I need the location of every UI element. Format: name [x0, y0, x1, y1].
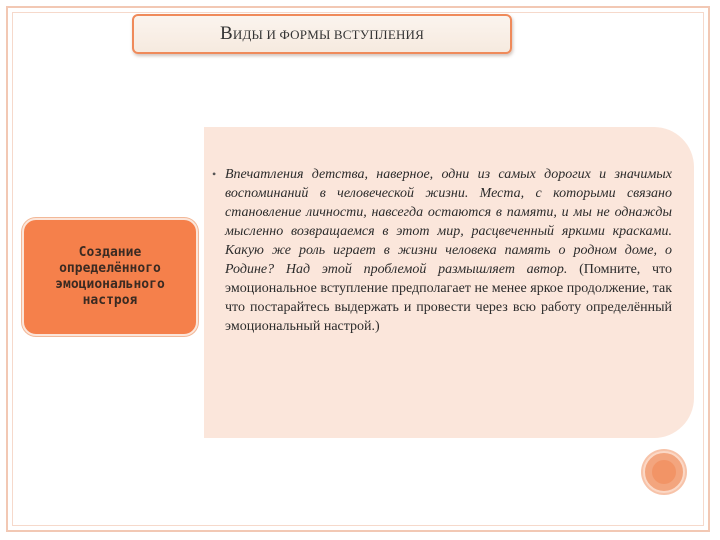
bullet-marker: • — [212, 167, 217, 181]
body-italic-text: Впечатления детства, наверное, одни из самых дорогих и значимых воспоминаний в человеческой жизни. Места, с которыми связано становление личности, навсегда остаются в памяти, и мы не однажды мысленно возвращаемся в этот мир, расцвеченный яркими красками. Какую же роль играет в жизни человека память о родном доме, о Родине? Над этой проблемой размышляет автор. — [225, 167, 672, 277]
side-card-label: Создание определённого эмоционального настроя — [55, 245, 165, 308]
body-paragraph — [214, 165, 672, 336]
decorative-circle — [643, 451, 685, 493]
slide-title — [220, 23, 424, 45]
slide-title-initial: В — [219, 23, 233, 44]
body-text-content — [225, 165, 672, 336]
slide-title-rest: ИДЫ И ФОРМЫ ВСТУПЛЕНИЯ — [232, 27, 425, 42]
side-card — [22, 218, 198, 336]
body-regular-text: (Помните, что эмоциональное вступление предполагает не менее яркое продолжение, так что постарайтесь выдержать и провести через всю работу определённый эмоциональный настрой.) — [225, 262, 672, 334]
slide-title-box — [132, 14, 512, 54]
